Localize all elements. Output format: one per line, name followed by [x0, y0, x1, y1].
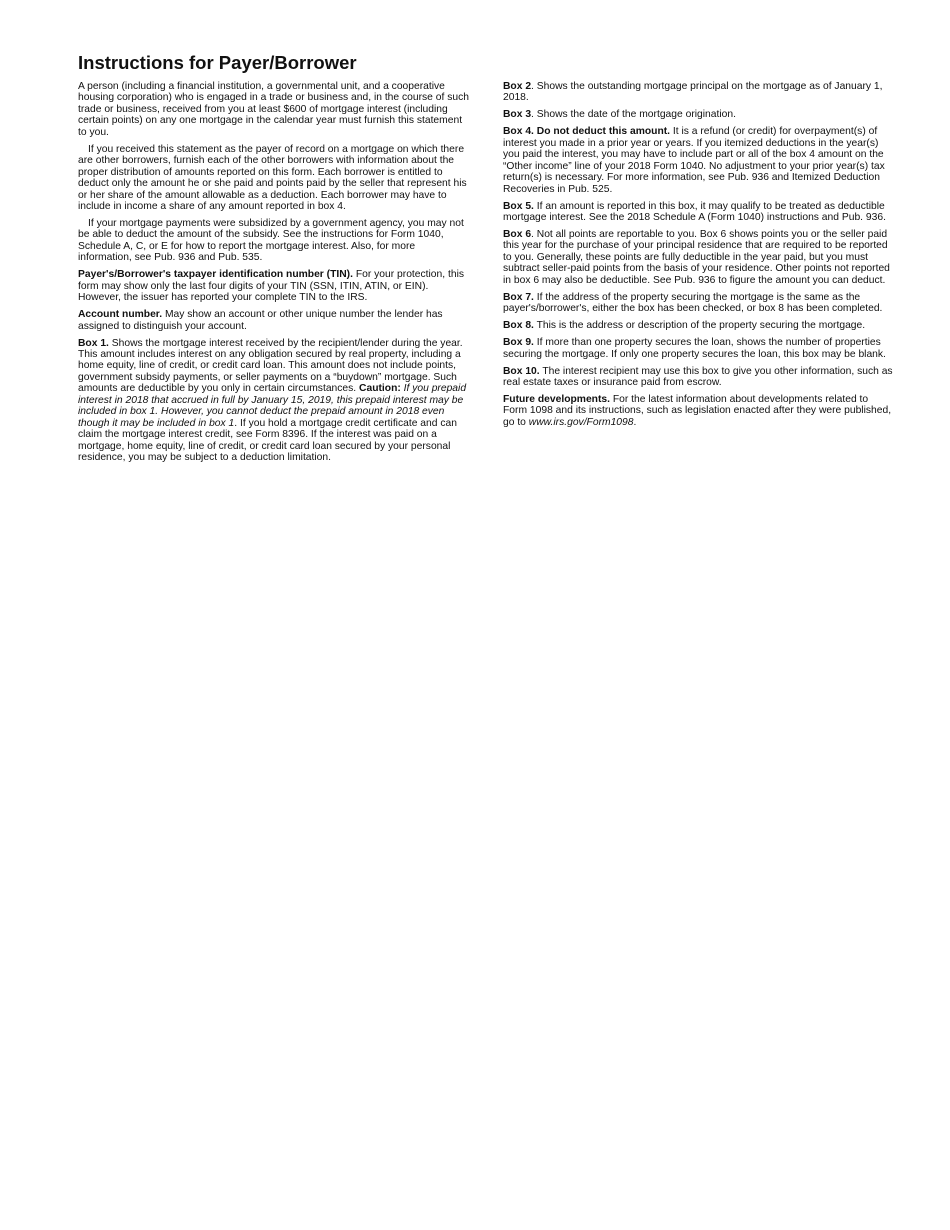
box2-text: . Shows the outstanding mortgage principal on the mortgage as of January 1, 2018. [503, 81, 883, 104]
future-developments-text: For the latest information about developments related to Form 1098 and its instructions, such as legislation enacted after they were published, go to [503, 393, 892, 428]
box5-text: If an amount is reported in this box, it may qualify to be treated as deductible mortgage interest. See the 2018 Schedule A (Form 1040) instructions and Pub. 936. [503, 200, 886, 224]
box4-paragraph [503, 126, 895, 195]
box3-label: Box 3 [503, 109, 532, 121]
box1-text: Shows the mortgage interest received by the recipient/lender during the year. This amount includes interest on any obligation secured by real property, including a home equity, line of credit, or credit card loan. This amount does not include points, government subsidy payments, or seller payments on a “buydown” mortgage. Such amounts are deductible by you only in certain circumstances. [78, 337, 463, 395]
subsidy-paragraph: If your mortgage payments were subsidized by a government agency, you may not be able to deduct the amount of the subsidy. See the instructions for Form 1040, Schedule A, C, or E for how to report the mortgage interest. Also, for more information, see Pub. 936 and Pub. 535. [78, 217, 464, 264]
box7-text: If the address of the property securing the mortgage is the same as the payer's/borrower's, either the box has been checked, or box 8 has been completed. [503, 291, 883, 315]
box7-paragraph [503, 292, 895, 315]
right-column [503, 81, 895, 434]
box3-paragraph [503, 109, 895, 120]
page-title: Instructions for Payer/Borrower [78, 52, 357, 73]
box4-text: It is a refund (or credit) for overpayment(s) of interest you made in a prior year or years. If you itemized deductions in the year(s) you paid the interest, you may have to include part or all of the box 4 amount on the “Other income” line of your 2018 Form 1040. No adjustment to your prior year(s) tax return(s) is necessary. For more information, see Pub. 936 and Itemized Deduction Recoveries in Pub. 525. [503, 126, 885, 195]
box1-caution-label: Caution: [359, 383, 401, 395]
irs-form1098-link[interactable]: www.irs.gov/Form1098 [528, 416, 634, 428]
tin-text: For your protection, this form may show only the last four digits of your TIN (SSN, ITIN, ATIN, or EIN). However, the issuer has reported your complete TIN to the IRS. [78, 269, 465, 304]
intro-paragraph: A person (including a financial institution, a governmental unit, and a cooperative housing corporation) who is engaged in a trade or business and, in the course of such trade or business, received from you at least $600 of mortgage interest (including certain points) on any one mortgage in the calendar year must furnish this statement to you. [78, 81, 469, 138]
box8-text: This is the address or description of the property securing the mortgage. [533, 320, 866, 332]
box1-label: Box 1. [78, 337, 109, 349]
future-developments-end: . [633, 416, 637, 428]
account-number-text: May show an account or other unique number the lender has assigned to distinguish your account. [78, 309, 443, 332]
box9-label: Box 9. [503, 337, 534, 349]
box8-label: Box 8. [503, 320, 534, 332]
box5-paragraph [503, 201, 895, 224]
box6-label: Box 6 [503, 228, 532, 240]
box4-label: Box 4. Do not deduct this amount. [503, 126, 671, 138]
left-column [78, 81, 470, 469]
box10-text: The interest recipient may use this box to give you other information, such as real estate taxes or insurance paid from escrow. [503, 365, 893, 388]
box1-paragraph [78, 338, 470, 464]
box9-text: If more than one property secures the loan, shows the number of properties securing the mortgage. If only one property secures the loan, this box may be blank. [503, 337, 886, 360]
box3-text: . Shows the date of the mortgage origination. [531, 109, 736, 121]
box2-label: Box 2 [503, 81, 532, 92]
box6-paragraph [503, 229, 895, 286]
box7-label: Box 7. [503, 291, 534, 303]
box8-paragraph [503, 320, 895, 331]
future-developments-label: Future developments. [503, 393, 610, 405]
box1-text-end: . If you hold a mortgage credit certificate and can claim the mortgage interest credit, see Form 8396. If the interest was paid on a mortgage, home equity, line of credit, or credit card loan secured by your personal residence, you may be subject to a deduction limitation. [78, 417, 457, 464]
box1-caution-text: If you prepaid interest in 2018 that accrued in full by January 15, 2019, this prepaid interest may be included in box 1. However, you cannot deduct the prepaid amount in 2018 even though it may be included in box 1 [78, 383, 467, 429]
box10-label: Box 10. [503, 365, 540, 377]
box2-paragraph [503, 81, 895, 104]
account-number-label: Account number. [78, 309, 163, 321]
tin-label: Payer's/Borrower's taxpayer identification number (TIN). [78, 269, 353, 281]
account-number-paragraph [78, 309, 470, 332]
box9-paragraph [503, 337, 895, 360]
box5-label: Box 5. [503, 200, 534, 212]
future-developments-paragraph [503, 394, 895, 428]
payer-of-record-paragraph: If you received this statement as the payer of record on a mortgage on which there are other borrowers, furnish each of the other borrowers with information about the proper distribution of amounts reported on this form. Each borrower is entitled to deduct only the amount he or she paid and points paid by the seller that represent his or her share of the amount allowable as a deduction. Each borrower may have to include in income a share of any amount reported in box 4. [78, 143, 467, 213]
box6-text: . Not all points are reportable to you. Box 6 shows points you or the seller paid this year for the purchase of your principal residence that are required to be reported to you. Generally, these points are fully deductible in the year paid, but you must subtract seller-paid points from the basis of your residence. Other points not reported in box 6 may also be deductible. See Pub. 936 to figure the amount you can deduct. [503, 228, 890, 286]
tin-paragraph [78, 269, 470, 303]
box10-paragraph [503, 366, 895, 389]
